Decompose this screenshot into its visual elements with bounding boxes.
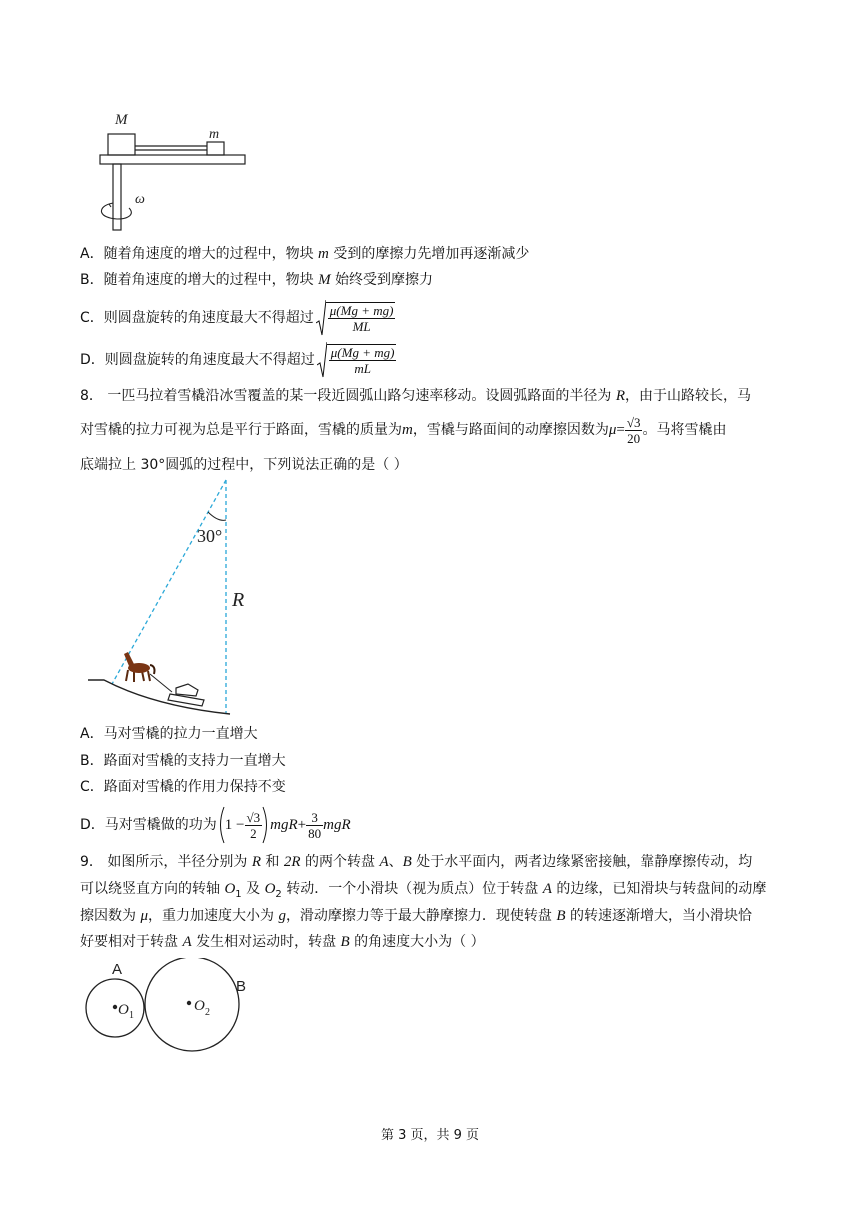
q9-stem-line-4 bbox=[80, 932, 485, 952]
option-letter: C． bbox=[80, 310, 104, 326]
fraction-numerator: 3 bbox=[311, 809, 318, 825]
option-letter: B． bbox=[80, 272, 104, 288]
label-M: M bbox=[115, 112, 128, 128]
fraction-denominator: 2 bbox=[245, 825, 263, 841]
label-O1-sub: 1 bbox=[129, 1010, 134, 1021]
plus-sign: + bbox=[297, 817, 307, 833]
fraction-denominator: 80 bbox=[308, 825, 322, 841]
fraction-numerator: √3 bbox=[626, 414, 641, 430]
stem-text: 。马将雪橇由 bbox=[642, 422, 727, 438]
q8-option-d[interactable] bbox=[80, 805, 351, 845]
stem-text: 对雪橇的拉力可视为总是平行于路面，雪橇的质量为 bbox=[80, 422, 402, 438]
var-mu: μ bbox=[608, 422, 617, 438]
option-letter: D． bbox=[80, 352, 105, 368]
var-R: R bbox=[251, 854, 261, 870]
q7-option-d[interactable] bbox=[80, 339, 396, 381]
mu-fraction bbox=[625, 415, 643, 446]
subscript: 2 bbox=[275, 888, 282, 900]
option-text: D．马对雪橇做的功为 bbox=[80, 817, 217, 833]
var-A: A bbox=[182, 934, 192, 950]
fraction-numerator: μ(Mg + mg) bbox=[329, 302, 394, 318]
stem-text: ，雪橇与路面间的动摩擦因数为 bbox=[412, 422, 609, 438]
stem-text: ，重力加速度大小为 bbox=[147, 908, 279, 924]
radius-slant bbox=[112, 480, 226, 684]
var-A: A bbox=[542, 881, 552, 897]
center-O1-dot bbox=[113, 1005, 117, 1009]
stem-text: 9． 如图所示，半径分别为 bbox=[80, 854, 252, 870]
var-B: B bbox=[340, 934, 350, 950]
block-M bbox=[108, 134, 135, 155]
radius-label: R bbox=[232, 589, 244, 611]
expr-one-minus: 1 − bbox=[224, 817, 245, 833]
disk-B bbox=[145, 958, 239, 1051]
angle-label: 30° bbox=[197, 526, 223, 546]
label-O1: O bbox=[118, 1002, 129, 1018]
stem-text: 及 bbox=[241, 881, 265, 897]
var-m: m bbox=[318, 246, 329, 262]
q7-option-c[interactable] bbox=[80, 297, 395, 339]
center-O2-dot bbox=[187, 1001, 191, 1005]
stem-text: 的转速逐渐增大，当小滑块恰 bbox=[565, 908, 753, 924]
arc-hill-figure bbox=[84, 476, 244, 722]
expr-mgR: mgR bbox=[270, 817, 298, 833]
two-disks-figure bbox=[80, 958, 270, 1058]
left-paren bbox=[217, 806, 225, 844]
var-mu: μ bbox=[140, 908, 148, 924]
equals-sign: = bbox=[616, 422, 625, 438]
page-footer: 第 3 页，共 9 页 bbox=[380, 1128, 480, 1143]
option-text-2: 受到的摩擦力先增加再逐渐减少 bbox=[328, 246, 530, 262]
stem-text: ，滑动摩擦力等于最大静摩擦力．现使转盘 bbox=[285, 908, 557, 924]
var-O1: O bbox=[224, 881, 236, 897]
q7-option-b[interactable] bbox=[80, 270, 433, 290]
q9-stem-line-3 bbox=[80, 906, 752, 926]
angle-arc bbox=[208, 512, 226, 520]
q8-option-a[interactable]: A．马对雪橇的拉力一直增大 bbox=[80, 726, 258, 742]
var-O2: O bbox=[264, 881, 276, 897]
sqrt3-over-2 bbox=[245, 810, 263, 841]
stem-text: ，由于山路较长，马 bbox=[624, 388, 751, 404]
platform-rect bbox=[100, 155, 245, 164]
var-g: g bbox=[278, 908, 286, 924]
stem-text: 的边缘，已知滑块与转盘间的动摩 bbox=[551, 881, 767, 897]
fraction-numerator: μ(Mg + mg) bbox=[330, 344, 395, 360]
stem-text: 好要相对于转盘 bbox=[80, 934, 183, 950]
q8-option-c[interactable]: C．路面对雪橇的作用力保持不变 bbox=[80, 779, 286, 795]
horse-icon bbox=[124, 652, 155, 682]
var-m: m bbox=[402, 422, 413, 438]
label-omega: ω bbox=[135, 192, 145, 207]
three-over-eighty bbox=[306, 810, 323, 841]
rotating-disk-figure bbox=[95, 108, 255, 233]
label-O2-sub: 2 bbox=[205, 1007, 210, 1018]
option-text-2: 始终受到摩擦力 bbox=[330, 272, 434, 288]
stem-text: 的两个转盘 bbox=[300, 854, 380, 870]
fraction-denominator: mL bbox=[329, 360, 397, 376]
fraction-denominator: 20 bbox=[625, 430, 643, 446]
block-m bbox=[207, 142, 224, 155]
var-R: R bbox=[615, 388, 625, 404]
var-M: M bbox=[318, 272, 331, 288]
radical-sign bbox=[317, 341, 327, 379]
var-2R: 2R bbox=[283, 854, 301, 870]
radical-sign bbox=[316, 299, 326, 337]
stem-text: 的角速度大小为（ ） bbox=[349, 934, 485, 950]
var-A: A bbox=[379, 854, 389, 870]
var-B: B bbox=[402, 854, 412, 870]
q9-stem-line-1 bbox=[80, 852, 752, 872]
label-B: B bbox=[236, 978, 247, 995]
expr-mgR: mgR bbox=[323, 817, 351, 833]
stem-text: 和 bbox=[260, 854, 284, 870]
option-letter: A． bbox=[80, 246, 104, 262]
stem-text: 处于水平面内，两者边缘紧密接触，靠静摩擦传动，均 bbox=[411, 854, 753, 870]
axle bbox=[113, 164, 121, 230]
q8-stem-line-3: 底端拉上 30°圆弧的过程中，下列说法正确的是（ ） bbox=[80, 457, 408, 473]
stem-text: 8． 一匹马拉着雪橇沿冰雪覆盖的某一段近圆弧山路匀速率移动。设圆弧路面的半径为 bbox=[80, 388, 616, 404]
option-text: 则圆盘旋转的角速度最大不得超过 bbox=[103, 310, 314, 326]
stem-text: 、 bbox=[388, 854, 403, 870]
label-m: m bbox=[209, 127, 220, 142]
label-O2: O bbox=[194, 998, 205, 1014]
sqrt-expression bbox=[316, 299, 396, 337]
q8-stem-line-2 bbox=[80, 410, 726, 450]
var-B: B bbox=[556, 908, 566, 924]
option-text: 随着角速度的增大的过程中，物块 bbox=[103, 246, 319, 262]
stem-text: 可以绕竖直方向的转轴 bbox=[80, 881, 225, 897]
subscript: 1 bbox=[235, 888, 242, 900]
stem-text: 转动．一个小滑块（视为质点）位于转盘 bbox=[281, 881, 543, 897]
road-arc bbox=[88, 680, 230, 714]
stem-text: 发生相对运动时，转盘 bbox=[191, 934, 341, 950]
q8-stem-line-1 bbox=[80, 386, 751, 406]
rotation-arrow bbox=[101, 204, 131, 219]
right-paren bbox=[262, 806, 270, 844]
fraction-numerator: √3 bbox=[246, 809, 261, 825]
label-A: A bbox=[112, 961, 123, 978]
q8-option-b[interactable]: B．路面对雪橇的支持力一直增大 bbox=[80, 753, 286, 769]
sqrt-expression bbox=[317, 341, 397, 379]
stem-text: 擦因数为 bbox=[80, 908, 141, 924]
q7-option-a[interactable] bbox=[80, 244, 529, 264]
q9-stem-line-2 bbox=[80, 879, 766, 905]
option-text: 随着角速度的增大的过程中，物块 bbox=[103, 272, 319, 288]
fraction-denominator: ML bbox=[328, 318, 396, 334]
option-text: 则圆盘旋转的角速度最大不得超过 bbox=[104, 352, 315, 368]
